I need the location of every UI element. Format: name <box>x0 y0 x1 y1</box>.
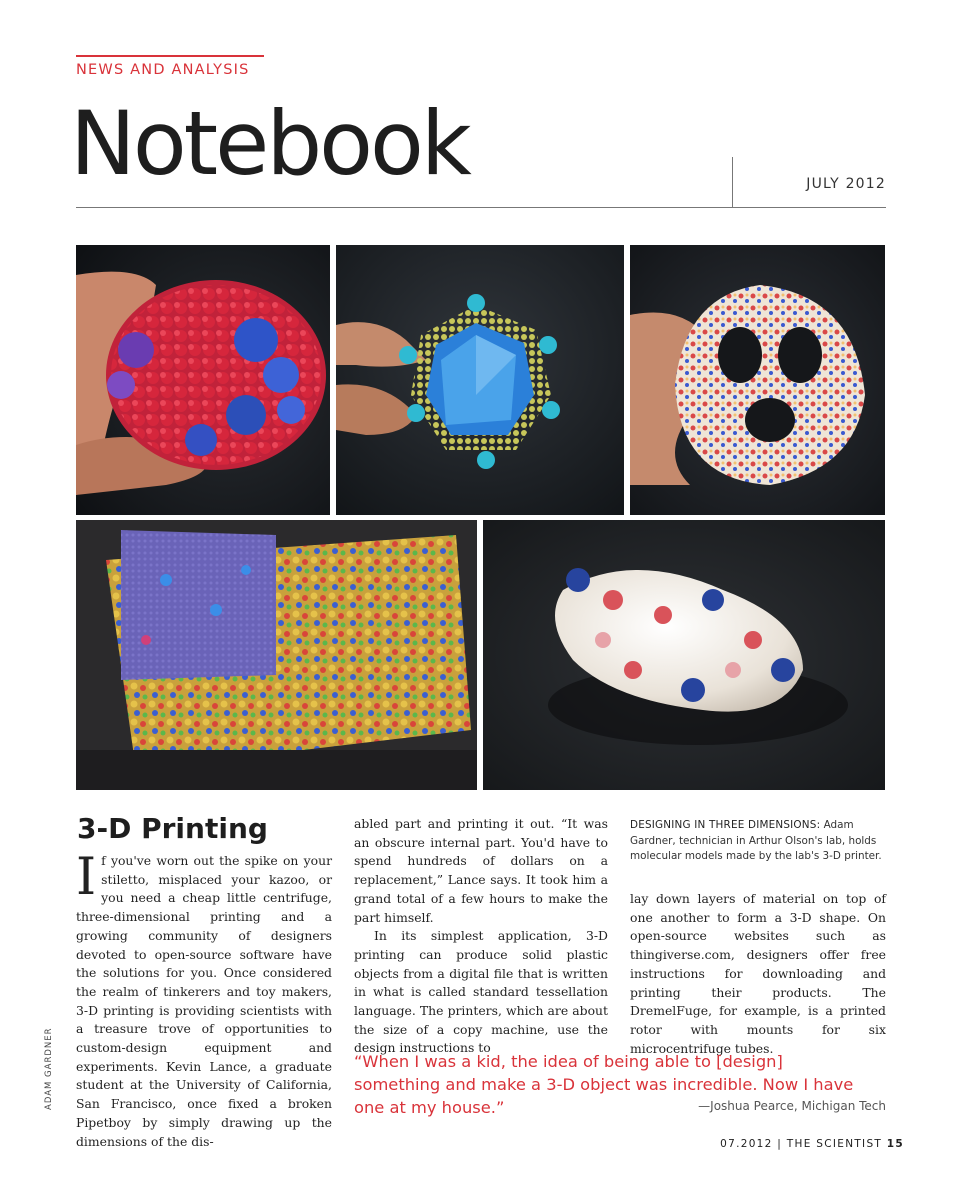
issue-date: JULY 2012 <box>806 176 886 192</box>
article-column-2 <box>354 815 608 1058</box>
page-title: Notebook <box>70 92 469 195</box>
section-label: NEWS AND ANALYSIS <box>76 62 250 78</box>
photo-cutaway-membrane-model <box>76 520 477 790</box>
header-rule <box>76 207 886 208</box>
page-folio <box>640 1138 904 1150</box>
photo-caption <box>630 818 892 865</box>
folio-issue: 07.2012 <box>720 1138 773 1150</box>
pull-quote: “When I was a kid, the idea of being able to [design] something and make a 3-D object was incredible. Now I have one at my house.” <box>354 1052 854 1117</box>
article-text-col1: f you've worn out the spike on your stiletto, misplaced your kazoo, or you need a cheap little centrifuge, three-dimensional printing and a growing community of designers devoted to open-source software have the solutions for you. Once considered the realm of tinkerers and toy makers, 3-D printing is providing scientists with a treasure trove of opportunities to custom-design equipment and experiments. Kevin Lance, a graduate student at the University of California, San Francisco, once fixed a broken Pipetboy by simply drawing up the dimensions of the dis- <box>76 853 332 1149</box>
header-divider <box>732 157 733 208</box>
photo-credit-text: ADAM GARDNER <box>44 1027 54 1110</box>
caption-label: DESIGNING IN THREE DIMENSIONS: <box>630 819 821 831</box>
page-number: 15 <box>886 1138 904 1150</box>
photo-spotted-ring-model <box>630 245 885 515</box>
photo-red-blue-protein-model <box>76 245 330 515</box>
quote-attribution: —Joshua Pearce, Michigan Tech <box>698 1099 886 1113</box>
article-paragraph: lay down layers of material on top of one another to form a 3-D shape. On open-source websites such as thingiverse.com, designers offer free instructions for downloading and printing their products. The DremelFuge, for example, is a printed rotor with mounts for six microcentrifuge tubes. <box>630 891 886 1056</box>
article-column-1 <box>76 848 332 1151</box>
article-paragraph: In its simplest application, 3-D printing can produce solid plastic objects from a digital file that is written in what is called standard tessellation language. The printers, which are about the size of a copy machine, use the design instructions to <box>354 928 608 1056</box>
photo-white-molecule-model <box>483 520 885 790</box>
article-headline: 3-D Printing <box>77 812 268 845</box>
article-paragraph: abled part and printing it out. “It was an obscure internal part. You'd have to spend hundreds of dollars on a replacement,” Lance says. It took him a grand total of a few hours to make the part himself. <box>354 816 608 925</box>
photo-blue-virus-capsid-model <box>336 245 624 515</box>
caption-text: Adam Gardner, technician in Arthur Olson's lab, holds molecular models made by the lab's 3-D printer. <box>630 819 882 862</box>
article-column-3 <box>630 890 886 1058</box>
section-rule <box>76 55 264 57</box>
drop-cap: I <box>76 848 97 907</box>
photo-credit <box>44 1027 56 1110</box>
folio-separator: | <box>777 1138 783 1150</box>
folio-magazine: THE SCIENTIST <box>786 1138 883 1150</box>
